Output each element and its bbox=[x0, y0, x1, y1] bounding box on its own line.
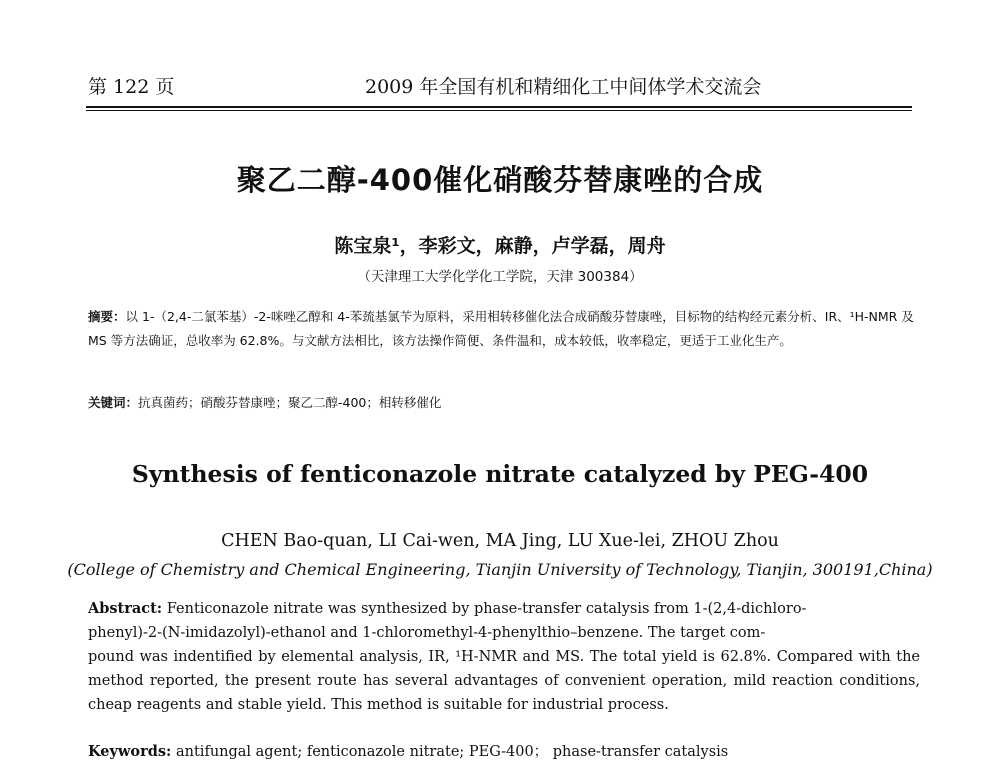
keywords-cn bbox=[88, 391, 918, 415]
keywords-en bbox=[88, 740, 920, 761]
header-rule bbox=[86, 106, 912, 108]
abstract-line-4: method reported, the present route has several advantages of convenient operation, mild reaction conditions, bbox=[88, 673, 920, 689]
keywords-text-cn: 抗真菌药；硝酸芬替康唑；聚乙二醇-400；相转移催化 bbox=[138, 395, 442, 410]
authors-en: CHEN Bao-quan, LI Cai-wen, MA Jing, LU Xue-lei, ZHOU Zhou bbox=[221, 531, 779, 551]
keywords-label-cn: 关键词： bbox=[88, 395, 139, 410]
affiliation-cn: （天津理工大学化学化工学院，天津 300384） bbox=[357, 269, 643, 285]
header-rule-thin bbox=[86, 110, 912, 111]
keywords-text-en: antifungal agent; fenticonazole nitrate; PEG-400； phase-transfer catalysis bbox=[176, 744, 729, 760]
page-number: 第 122 页 bbox=[88, 76, 175, 98]
abstract-text-cn: 以 1-（2,4-二氯苯基）-2-咪唑乙醇和 4-苯巯基氯苄为原料，采用相转移催化法合成硝酸芬替康唑，目标物的结构经元素分析、IR、¹H-NMR 及 MS 等方法确证，总收率为 62.8%。与文献方法相比，该方法操作简便、条件温和，成本较低，收率稳定，更适于工业化生产。 bbox=[88, 309, 914, 348]
abstract-label-cn: 摘要： bbox=[88, 309, 126, 324]
abstract-line-3: pound was indentified by elemental analysis, IR, ¹H-NMR and MS. The total yield is 62.8%. Compared with the bbox=[88, 649, 920, 665]
paper-title-cn: 聚乙二醇-400催化硝酸芬替康唑的合成 bbox=[236, 163, 764, 197]
authors-cn: 陈宝泉¹，李彩文，麻静，卢学磊，周舟 bbox=[334, 235, 666, 257]
abstract-line-1-text: Fenticonazole nitrate was synthesized by phase-transfer catalysis from 1-(2,4-dichloro- bbox=[166, 601, 807, 617]
abstract-label-en: Abstract: bbox=[88, 600, 163, 617]
abstract-line-5: cheap reagents and stable yield. This method is suitable for industrial process. bbox=[88, 697, 669, 713]
affiliation-en: (College of Chemistry and Chemical Engineering, Tianjin University of Technology, Tianjin, 300191,China) bbox=[67, 560, 933, 579]
paper-title-en: Synthesis of fenticonazole nitrate catalyzed by PEG-400 bbox=[131, 460, 869, 488]
conference-title: 2009 年全国有机和精细化工中间体学术交流会 bbox=[365, 76, 762, 98]
abstract-line-2: phenyl)-2-(N-imidazolyl)-ethanol and 1-chloromethyl-4-phenylthio–benzene. The target com- bbox=[88, 625, 766, 641]
abstract-cn bbox=[88, 305, 918, 353]
abstract-en bbox=[88, 597, 920, 717]
keywords-label-en: Keywords: bbox=[88, 743, 172, 760]
abstract-line-1 bbox=[88, 597, 920, 621]
